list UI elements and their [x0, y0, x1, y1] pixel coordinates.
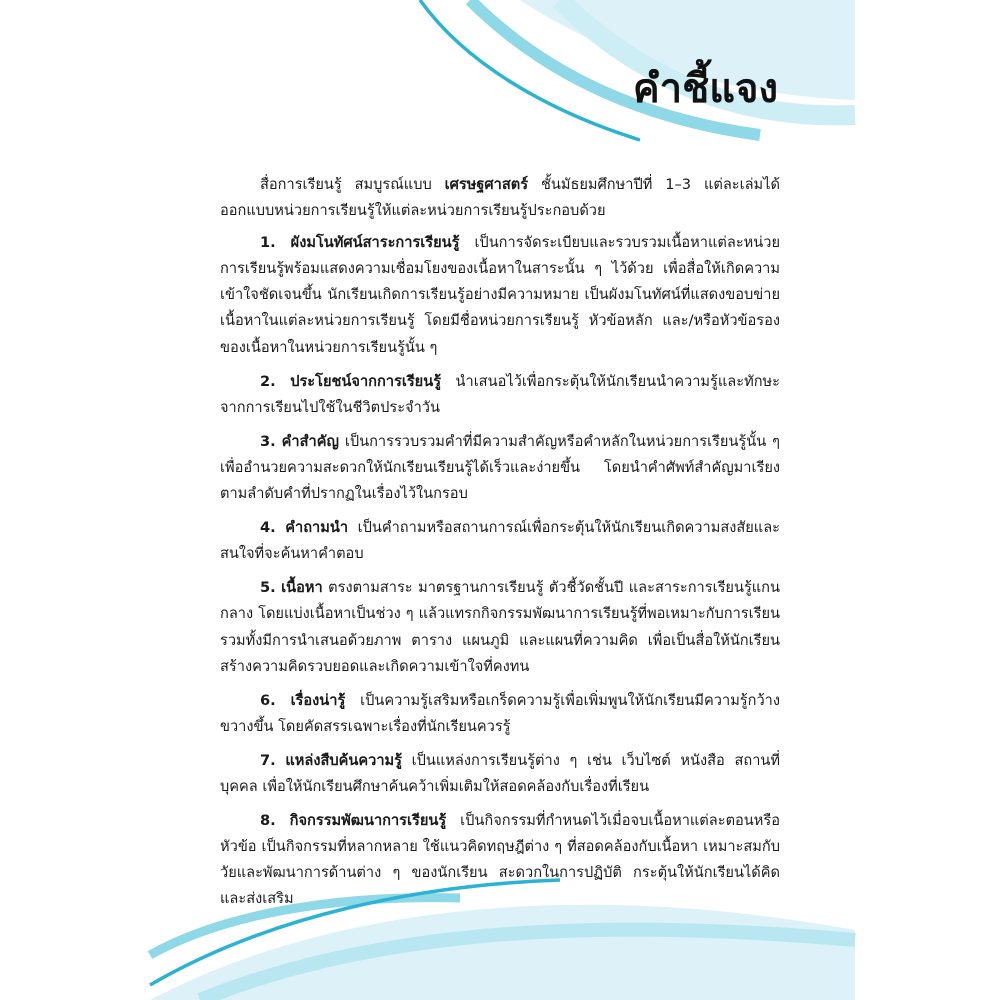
item-text: เป็นคำถามหรือสถานการณ์เพื่อกระตุ้นให้นักเรียนเกิดความสงสัยและสนใจที่จะค้นหาคำตอบ [220, 519, 780, 563]
item-term: คำสำคัญ [281, 432, 339, 450]
item-term: ประโยชน์จากการเรียนรู้ [290, 372, 442, 390]
item-term: เนื้อหา [281, 579, 323, 597]
list-item [220, 688, 780, 740]
item-number: 8. [260, 812, 276, 830]
item-number: 6. [260, 691, 276, 709]
item-text: ตรงตามสาระ มาตรฐานการเรียนรู้ ตัวชี้วัดชั้นปี และสาระการเรียนรู้แกนกลาง โดยแบ่งเนื้อหาเป็นช่วง ๆ แล้วแทรกกิจกรรมพัฒนาการเรียนรู้ที่พอเหมาะกับการเรียน รวมทั้งมีการนำเสนอด้วยภาพ ตาราง แผนภูมิ และแผนที่ความคิด เพื่อเป็นสื่อให้นักเรียนสร้างความคิดรวบยอดและเกิดความเข้าใจที่คงทน [220, 579, 780, 675]
item-text: เป็นการรวบรวมคำที่มีความสำคัญหรือคำหลักในหน่วยการเรียนรู้นั้น ๆ เพื่ออำนวยความสะดวกให้นักเรียนเรียนรู้ได้เร็วและง่ายขึ้น โดยนำคำศัพท์สำคัญมาเรียงตามลำดับคำที่ปรากฏในเรื่องไว้ในกรอบ [220, 432, 781, 503]
item-term: แหล่งสืบค้นความรู้ [285, 751, 402, 769]
item-number: 2. [260, 372, 276, 390]
list-item [220, 515, 780, 567]
item-number: 7. [260, 751, 276, 769]
item-number: 5. [260, 579, 276, 597]
item-term: กิจกรรมพัฒนาการเรียนรู้ [289, 812, 447, 830]
item-number: 1. [260, 234, 276, 252]
item-text: นำเสนอไว้เพื่อกระตุ้นให้นักเรียนนำความรู้และทักษะจากการเรียนไปใช้ในชีวิตประจำวัน [220, 372, 780, 416]
item-text: เป็นการจัดระเบียบและรวบรวมเนื้อหาแต่ละหน่วยการเรียนรู้พร้อมแสดงความเชื่อมโยงของเนื้อหาในสาระนั้น ๆ ไว้ด้วย เพื่อสื่อให้เกิดความเข้าใจชัดเจนขึ้น นักเรียนเกิดการเรียนรู้อย่างมีความหมาย เป็นผังมโนทัศน์ที่แสดงขอบข่ายเนื้อหาในแต่ละหน่วยการเรียนรู้ โดยมีชื่อหน่วยการเรียนรู้ หัวข้อหลัก และ/หรือหัวข้อรองของเนื้อหาในหน่วยการเรียนรู้นั้น ๆ [220, 234, 781, 356]
intro-paragraph [220, 172, 780, 224]
item-text: เป็นกิจกรรมที่กำหนดไว้เมื่อจบเนื้อหาแต่ละตอนหรือหัวข้อ เป็นกิจกรรมที่หลากหลาย ใช้แนวคิดทฤษฎีต่าง ๆ ที่สอดคล้องกับเนื้อหา เหมาะสมกับวัยและพัฒนาการด้านต่าง ๆ ของนักเรียน สะดวกในการปฏิบัติ กระตุ้นให้นักเรียนได้คิด และส่งเสริม [220, 812, 781, 908]
intro-subject: เศรษฐศาสตร์ [444, 176, 529, 193]
item-term: ผังมโนทัศน์สาระการเรียนรู้ [290, 234, 460, 252]
intro-rest: ชั้นมัธยมศึกษาปีที่ 1–3 แต่ละเล่มได้ออกแบบหน่วยการเรียนรู้ให้แต่ละหน่วยการเรียนรู้ประกอบด้วย [220, 176, 780, 220]
list-item [220, 808, 780, 912]
item-number: 3. [260, 432, 276, 450]
item-term: คำถามนำ [285, 519, 349, 537]
list-item [220, 575, 780, 679]
page-title: คำชี้แจง [632, 66, 778, 112]
item-number: 4. [260, 519, 276, 537]
item-term: เรื่องน่ารู้ [290, 691, 346, 709]
list-item [220, 748, 780, 800]
list-item [220, 429, 780, 507]
instructions-body [220, 172, 780, 920]
list-item [220, 230, 780, 360]
intro-lead: สื่อการเรียนรู้ สมบูรณ์แบบ [260, 176, 445, 193]
item-text: เป็นความรู้เสริมหรือเกร็ดความรู้เพื่อเพิ่มพูนให้นักเรียนมีความรู้กว้างขวางขึ้น โดยคัดสรรเฉพาะเรื่องที่นักเรียนควรรู้ [220, 691, 781, 735]
list-item [220, 369, 780, 421]
item-text: เป็นแหล่งการเรียนรู้ต่าง ๆ เช่น เว็บไซต์ หนังสือ สถานที่ บุคคล เพื่อให้นักเรียนศึกษาค้นคว้าเพิ่มเติมให้สอดคล้องกับเรื่องที่เรียน [220, 751, 780, 795]
